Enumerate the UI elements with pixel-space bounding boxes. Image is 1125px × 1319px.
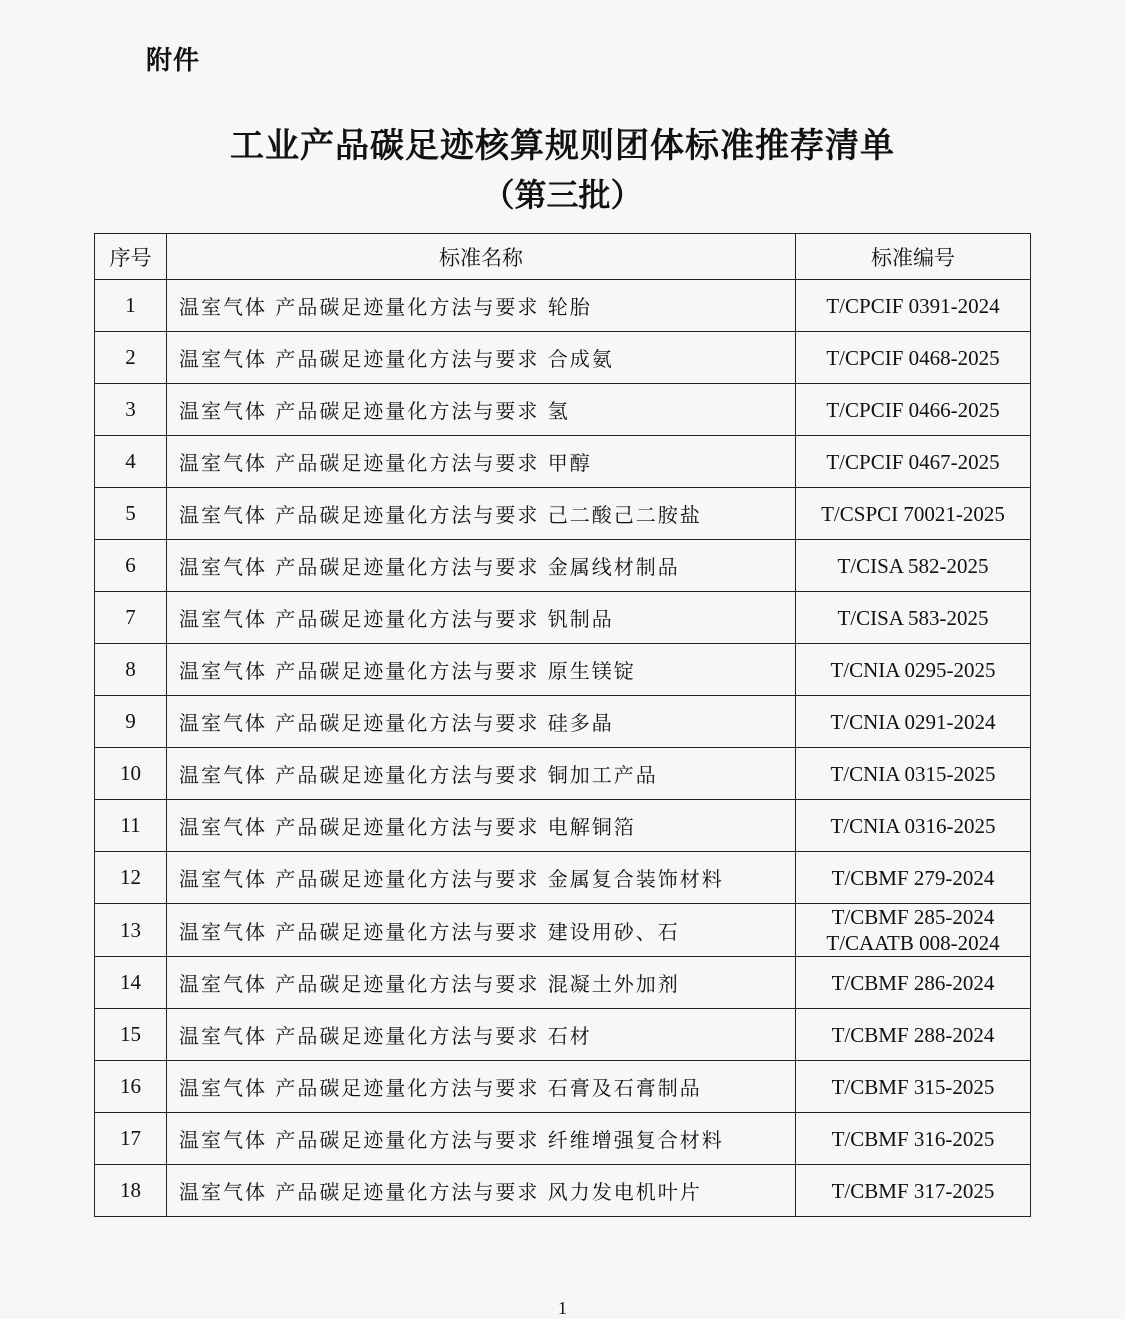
standard-code: T/CPCIF 0466-2025 <box>826 397 1000 422</box>
row-number-cell: 13 <box>95 904 167 957</box>
table-row <box>95 488 1031 540</box>
table-row <box>95 1165 1031 1217</box>
standard-code-cell <box>796 1165 1031 1217</box>
standard-code-cell <box>796 748 1031 800</box>
row-number-cell: 2 <box>95 332 167 384</box>
row-number-cell: 18 <box>95 1165 167 1217</box>
standard-name-cell: 温室气体 产品碳足迹量化方法与要求 硅多晶 <box>167 696 796 748</box>
table-row <box>95 1113 1031 1165</box>
standard-name-cell: 温室气体 产品碳足迹量化方法与要求 石膏及石膏制品 <box>167 1061 796 1113</box>
header-row <box>95 234 1031 280</box>
standard-code: T/CPCIF 0391-2024 <box>826 293 1000 318</box>
standard-name-cell: 温室气体 产品碳足迹量化方法与要求 混凝土外加剂 <box>167 957 796 1009</box>
standard-name-cell: 温室气体 产品碳足迹量化方法与要求 金属线材制品 <box>167 540 796 592</box>
table-header <box>95 234 1031 280</box>
standard-code: T/CISA 583-2025 <box>837 605 989 630</box>
standard-code-cell <box>796 592 1031 644</box>
row-number-cell: 17 <box>95 1113 167 1165</box>
standard-name-cell: 温室气体 产品碳足迹量化方法与要求 纤维增强复合材料 <box>167 1113 796 1165</box>
table-row <box>95 1009 1031 1061</box>
standard-code: T/CBMF 285-2024 <box>831 905 995 929</box>
standard-name-cell: 温室气体 产品碳足迹量化方法与要求 己二酸己二胺盐 <box>167 488 796 540</box>
table-row <box>95 904 1031 957</box>
row-number-cell: 5 <box>95 488 167 540</box>
standard-code-cell <box>796 644 1031 696</box>
table-row <box>95 436 1031 488</box>
table-row <box>95 852 1031 904</box>
standard-name-cell: 温室气体 产品碳足迹量化方法与要求 甲醇 <box>167 436 796 488</box>
row-number-cell: 16 <box>95 1061 167 1113</box>
row-number-cell: 7 <box>95 592 167 644</box>
standard-name-cell: 温室气体 产品碳足迹量化方法与要求 原生镁锭 <box>167 644 796 696</box>
standard-code: T/CBMF 279-2024 <box>831 865 995 890</box>
standard-name-cell: 温室气体 产品碳足迹量化方法与要求 轮胎 <box>167 280 796 332</box>
row-number-cell: 12 <box>95 852 167 904</box>
standard-code: T/CBMF 316-2025 <box>831 1126 995 1151</box>
standard-code-cell <box>796 1061 1031 1113</box>
standard-code: T/CNIA 0291-2024 <box>830 709 996 734</box>
standard-code-cell <box>796 1009 1031 1061</box>
table-row <box>95 696 1031 748</box>
standard-code: T/CAATB 008-2024 <box>826 931 1000 955</box>
standard-code: T/CPCIF 0468-2025 <box>826 345 1000 370</box>
standard-code-cell <box>796 696 1031 748</box>
column-header-code: 标准编号 <box>796 234 1031 280</box>
standard-code: T/CBMF 288-2024 <box>831 1022 995 1047</box>
standard-name-cell: 温室气体 产品碳足迹量化方法与要求 钒制品 <box>167 592 796 644</box>
standard-code-cell <box>796 280 1031 332</box>
column-header-name: 标准名称 <box>167 234 796 280</box>
standard-code-cell <box>796 1113 1031 1165</box>
standard-code-cell <box>796 957 1031 1009</box>
row-number-cell: 3 <box>95 384 167 436</box>
standard-code: T/CNIA 0316-2025 <box>830 813 996 838</box>
column-header-number: 序号 <box>95 234 167 280</box>
row-number-cell: 11 <box>95 800 167 852</box>
page-number: 1 <box>558 1298 567 1318</box>
standard-code-cell <box>796 332 1031 384</box>
table-body <box>95 280 1031 1217</box>
row-number-cell: 8 <box>95 644 167 696</box>
standards-table <box>94 233 1031 1217</box>
row-number-cell: 4 <box>95 436 167 488</box>
table-row <box>95 592 1031 644</box>
standard-code-cell <box>796 384 1031 436</box>
standard-code: T/CBMF 317-2025 <box>831 1178 995 1203</box>
table-row <box>95 384 1031 436</box>
standard-name-cell: 温室气体 产品碳足迹量化方法与要求 金属复合装饰材料 <box>167 852 796 904</box>
row-number-cell: 6 <box>95 540 167 592</box>
standard-code-cell <box>796 488 1031 540</box>
standard-code-cell <box>796 904 1031 957</box>
standard-name-cell: 温室气体 产品碳足迹量化方法与要求 电解铜箔 <box>167 800 796 852</box>
standard-code: T/CBMF 286-2024 <box>831 970 995 995</box>
row-number-cell: 10 <box>95 748 167 800</box>
standard-code: T/CSPCI 70021-2025 <box>821 501 1005 526</box>
standard-code-cell <box>796 540 1031 592</box>
standard-name-cell: 温室气体 产品碳足迹量化方法与要求 氢 <box>167 384 796 436</box>
row-number-cell: 1 <box>95 280 167 332</box>
table-row <box>95 800 1031 852</box>
table-row <box>95 332 1031 384</box>
standard-code: T/CPCIF 0467-2025 <box>826 449 1000 474</box>
table-row <box>95 280 1031 332</box>
standard-code: T/CBMF 315-2025 <box>831 1074 995 1099</box>
table-row <box>95 644 1031 696</box>
standard-name-cell: 温室气体 产品碳足迹量化方法与要求 铜加工产品 <box>167 748 796 800</box>
row-number-cell: 14 <box>95 957 167 1009</box>
table-row <box>95 748 1031 800</box>
standard-code-cell <box>796 852 1031 904</box>
document-title: 工业产品碳足迹核算规则团体标准推荐清单 <box>230 126 895 166</box>
table-row <box>95 540 1031 592</box>
standard-code-cell <box>796 436 1031 488</box>
standard-code: T/CISA 582-2025 <box>837 553 989 578</box>
attachment-label: 附件 <box>146 46 201 76</box>
standard-code: T/CNIA 0295-2025 <box>830 657 996 682</box>
table-row <box>95 957 1031 1009</box>
standard-name-cell: 温室气体 产品碳足迹量化方法与要求 建设用砂、石 <box>167 904 796 957</box>
table-row <box>95 1061 1031 1113</box>
standard-name-cell: 温室气体 产品碳足迹量化方法与要求 石材 <box>167 1009 796 1061</box>
standard-code: T/CNIA 0315-2025 <box>830 761 996 786</box>
row-number-cell: 9 <box>95 696 167 748</box>
standard-name-cell: 温室气体 产品碳足迹量化方法与要求 合成氨 <box>167 332 796 384</box>
row-number-cell: 15 <box>95 1009 167 1061</box>
standard-code-cell <box>796 800 1031 852</box>
standard-name-cell: 温室气体 产品碳足迹量化方法与要求 风力发电机叶片 <box>167 1165 796 1217</box>
document-subtitle: （第三批） <box>482 176 643 214</box>
